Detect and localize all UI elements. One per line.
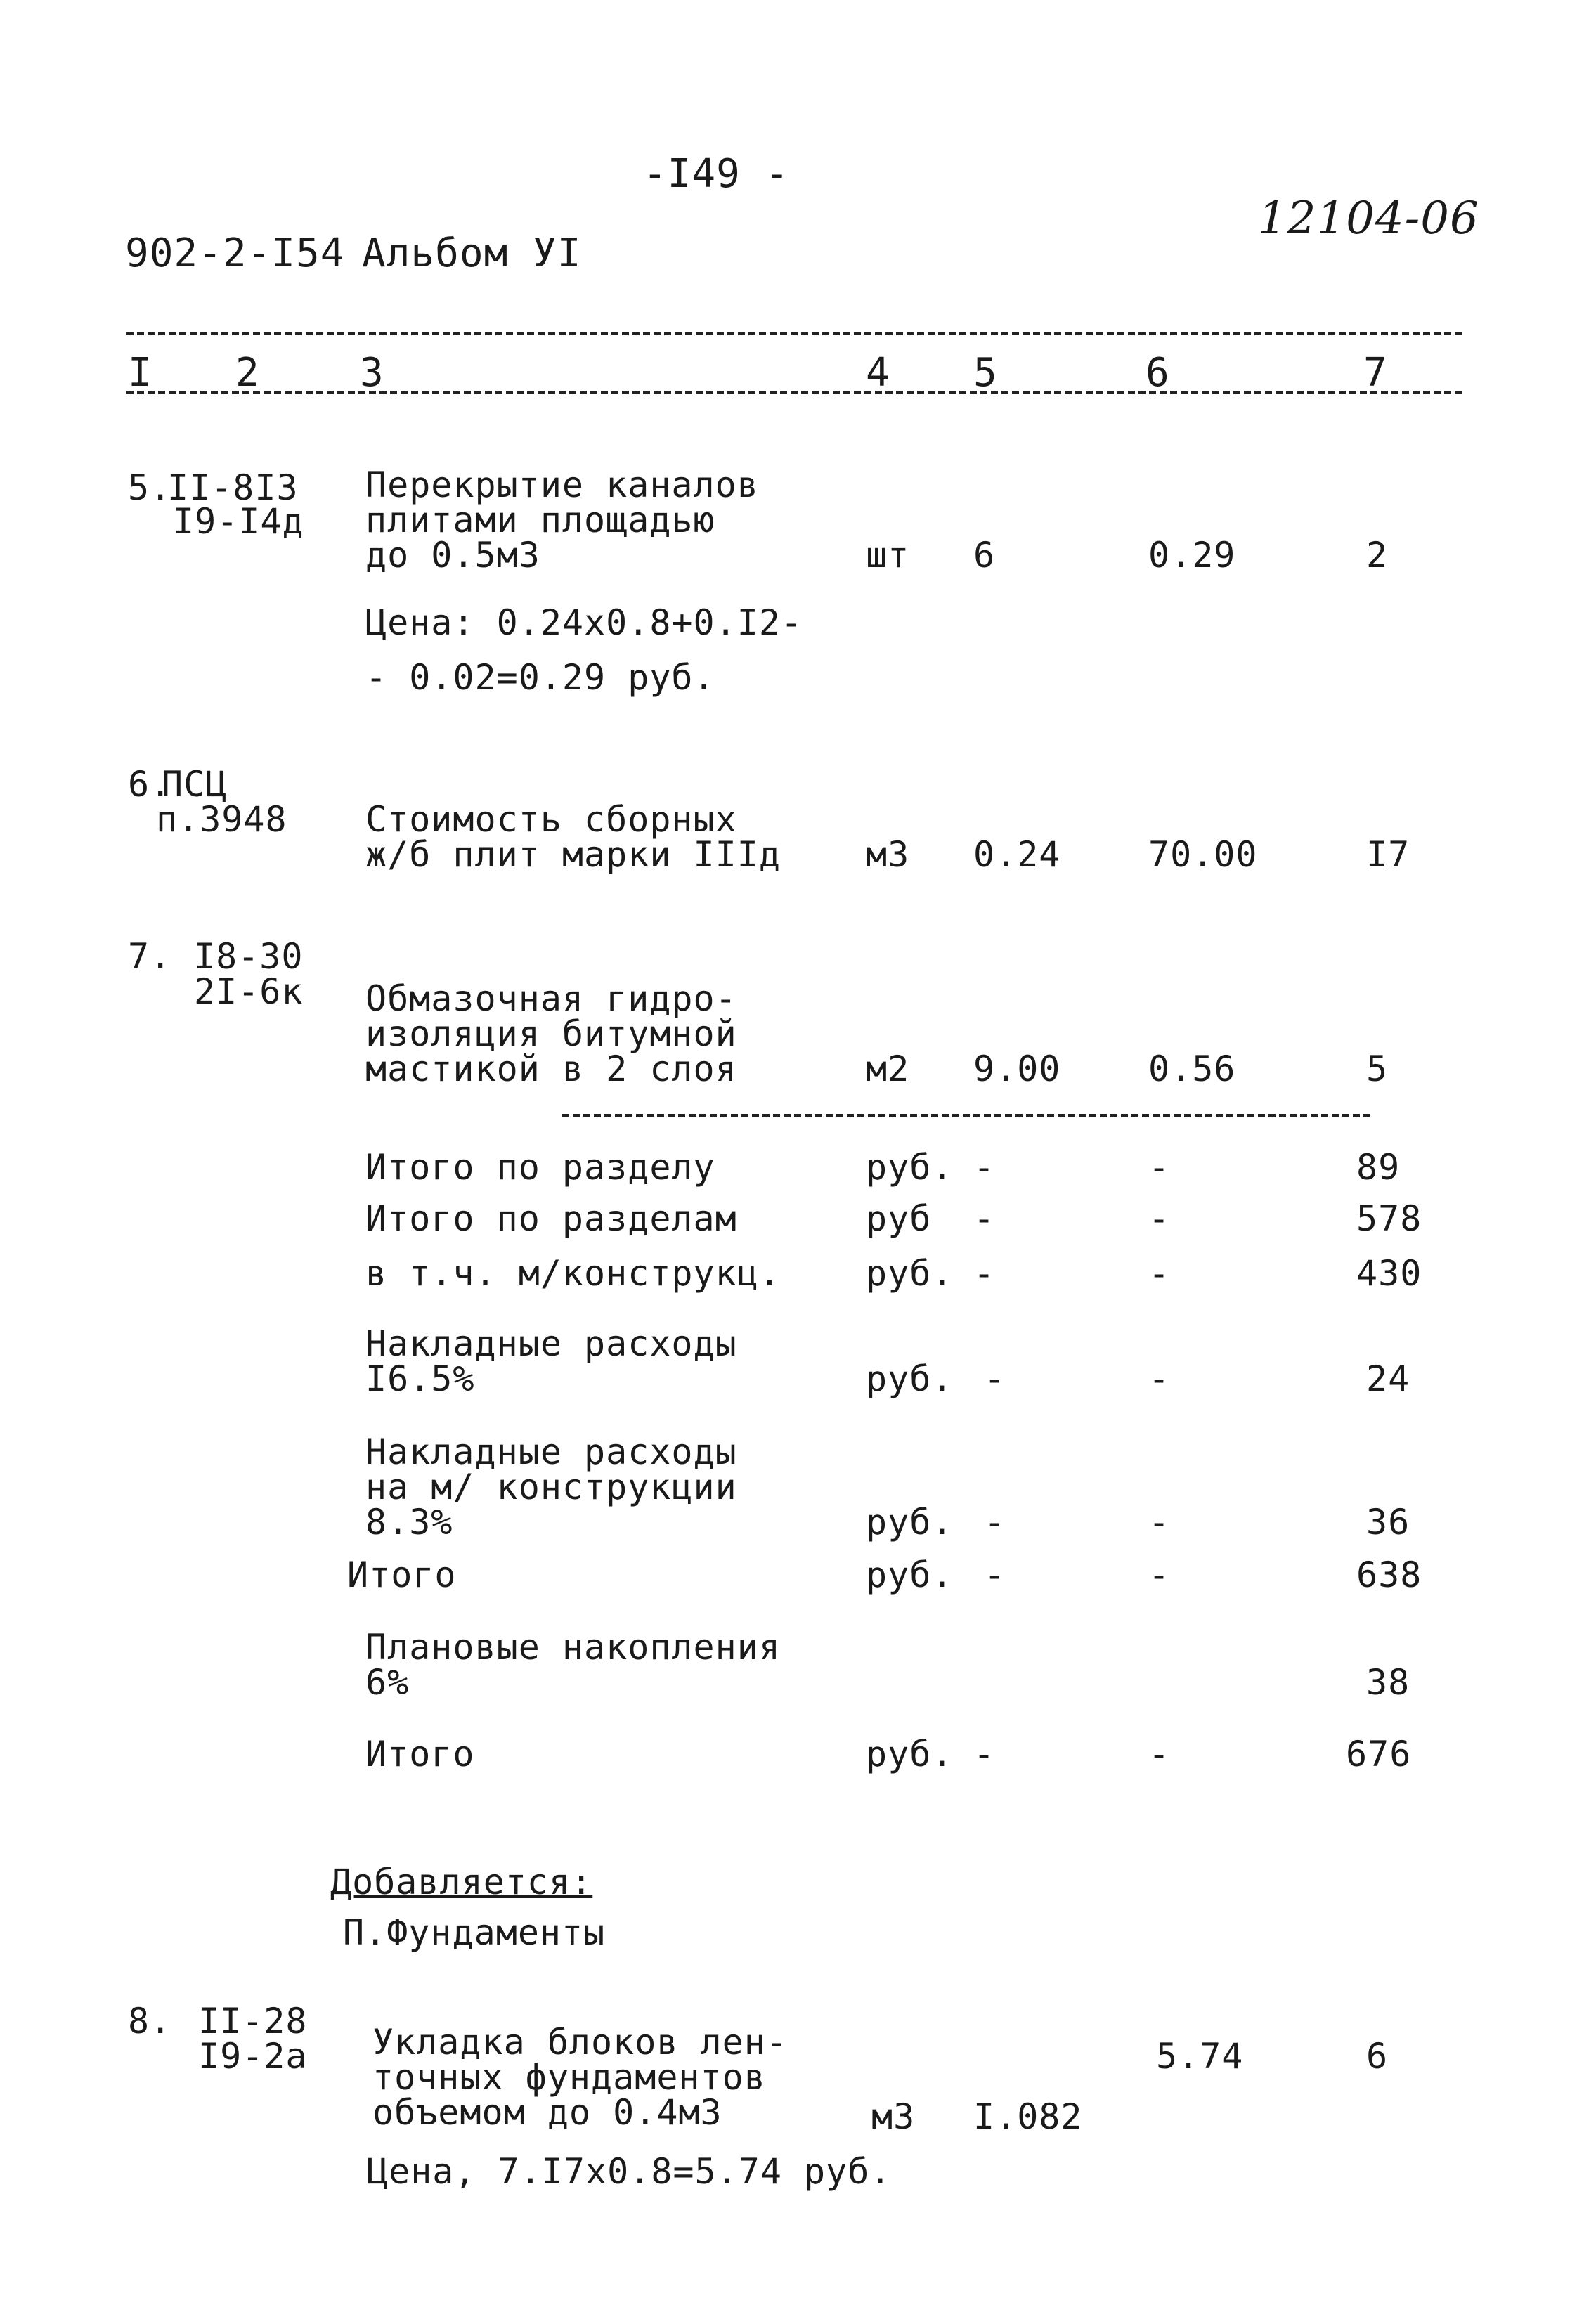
col-header-7: 7 <box>1363 350 1388 396</box>
summary-qty: - <box>984 1502 1006 1543</box>
item-price: 0.29 <box>1148 535 1236 576</box>
section-rule <box>562 1114 1370 1117</box>
summary-qty: - <box>973 1734 996 1774</box>
header-bottom-rule <box>126 391 1462 394</box>
col-header-2: 2 <box>235 350 260 396</box>
item-desc-line: объемом до 0.4м3 <box>372 2092 722 2133</box>
header-top-rule <box>126 332 1462 335</box>
summary-total: 676 <box>1346 1734 1412 1774</box>
summary-unit: руб. <box>866 1734 954 1774</box>
summary-label: Накладные расходы <box>365 1323 737 1364</box>
summary-price: - <box>1148 1253 1171 1294</box>
item-price: 0.56 <box>1148 1049 1236 1089</box>
summary-qty: - <box>973 1198 996 1239</box>
summary-label: Накладные расходы <box>365 1432 737 1472</box>
summary-total: 38 <box>1366 1662 1410 1703</box>
item-desc-line: Обмазочная гидро- <box>365 978 737 1019</box>
item-subcode: п.3948 <box>156 799 287 840</box>
summary-label: на м/ конструкции <box>365 1467 737 1507</box>
col-header-6: 6 <box>1146 350 1170 396</box>
item-number: 8. <box>128 2001 172 2041</box>
item-desc-line: точных фундаментов <box>372 2057 766 2098</box>
item-desc-line: плитами площадью <box>365 500 715 540</box>
summary-unit: руб. <box>866 1502 954 1543</box>
item-code: I8-30 <box>194 936 304 977</box>
summary-qty: - <box>973 1253 996 1294</box>
item-code: ПСЦ <box>162 764 228 805</box>
item-number: 7. <box>128 936 172 977</box>
item-price: 5.74 <box>1156 2036 1244 2077</box>
summary-price: - <box>1148 1502 1171 1543</box>
summary-unit: руб. <box>866 1253 954 1294</box>
item-unit: м3 <box>866 834 910 875</box>
summary-qty: - <box>984 1554 1006 1595</box>
item-qty: 6 <box>973 535 996 576</box>
item-desc-line: до 0.5м3 <box>365 535 540 576</box>
item-total: 5 <box>1366 1049 1389 1089</box>
handwritten-number: 12104-06 <box>1258 193 1479 245</box>
item-total: 6 <box>1366 2036 1389 2077</box>
summary-price: - <box>1148 1358 1171 1399</box>
item-desc-line: Стоимость сборных <box>365 799 737 840</box>
item-desc-line: Укладка блоков лен- <box>372 2022 788 2063</box>
summary-total: 578 <box>1356 1198 1422 1239</box>
item-unit: м2 <box>866 1049 910 1089</box>
summary-unit: руб. <box>866 1147 954 1188</box>
summary-price: - <box>1148 1734 1171 1774</box>
summary-label: 8.3% <box>365 1502 453 1543</box>
item-qty: I.082 <box>973 2096 1083 2137</box>
item-unit: шт <box>866 535 910 576</box>
summary-price: - <box>1148 1198 1171 1239</box>
item-qty: 9.00 <box>973 1049 1061 1089</box>
doc-code: 902-2-I54 <box>125 231 345 276</box>
item-subcode: I9-2а <box>198 2036 308 2077</box>
item-subcode: I9-I4д <box>173 501 304 542</box>
summary-total: 36 <box>1366 1502 1410 1543</box>
summary-label: Плановые накопления <box>365 1627 781 1668</box>
summary-qty: - <box>984 1358 1006 1399</box>
summary-label: Итого по разделам <box>365 1198 737 1239</box>
item-desc-line: ж/б плит марки IIIд <box>365 834 781 875</box>
col-header-5: 5 <box>973 350 998 396</box>
col-header-3: 3 <box>360 350 384 396</box>
summary-unit: руб <box>866 1198 932 1239</box>
summary-total: 89 <box>1356 1147 1401 1188</box>
item-total: I7 <box>1366 834 1410 875</box>
summary-price: - <box>1148 1554 1171 1595</box>
item-unit: м3 <box>871 2096 916 2137</box>
item-total: 2 <box>1366 535 1389 576</box>
summary-qty: - <box>973 1147 996 1188</box>
added-heading: Добавляется: <box>330 1862 593 1902</box>
item-price: 70.00 <box>1148 834 1258 875</box>
item-note-line: Цена: 0.24x0.8+0.I2- <box>365 602 803 643</box>
item-code: II-8I3 <box>167 467 299 508</box>
summary-label: в т.ч. м/конструкц. <box>365 1253 781 1294</box>
item-number: 5. <box>128 467 172 508</box>
item-number: 6. <box>128 764 172 805</box>
album-label: Альбом УI <box>362 231 582 276</box>
col-header-4: 4 <box>866 350 890 396</box>
summary-total: 24 <box>1366 1358 1410 1399</box>
item-desc-line: Перекрытие каналов <box>365 465 759 505</box>
item-desc-line: изоляция битумной <box>365 1013 737 1054</box>
summary-label: Итого <box>347 1554 457 1595</box>
summary-label: Итого по разделу <box>365 1147 715 1188</box>
summary-unit: руб. <box>866 1554 954 1595</box>
summary-label: I6.5% <box>365 1358 475 1399</box>
summary-total: 430 <box>1356 1253 1422 1294</box>
col-header-1: I <box>128 350 152 396</box>
section-title: П.Фундаменты <box>343 1912 606 1953</box>
summary-price: - <box>1148 1147 1171 1188</box>
item-code: II-28 <box>198 2001 308 2041</box>
item-subcode: 2I-6к <box>194 971 304 1012</box>
page-number: -I49 - <box>643 151 790 197</box>
item-qty: 0.24 <box>973 834 1061 875</box>
summary-label: 6% <box>365 1662 410 1703</box>
summary-label: Итого <box>365 1734 475 1774</box>
item-note-line: Цена, 7.I7x0.8=5.74 руб. <box>367 2151 892 2192</box>
summary-total: 638 <box>1356 1554 1422 1595</box>
summary-unit: руб. <box>866 1358 954 1399</box>
item-desc-line: мастикой в 2 слоя <box>365 1049 737 1089</box>
item-note-line: - 0.02=0.29 руб. <box>365 657 715 698</box>
